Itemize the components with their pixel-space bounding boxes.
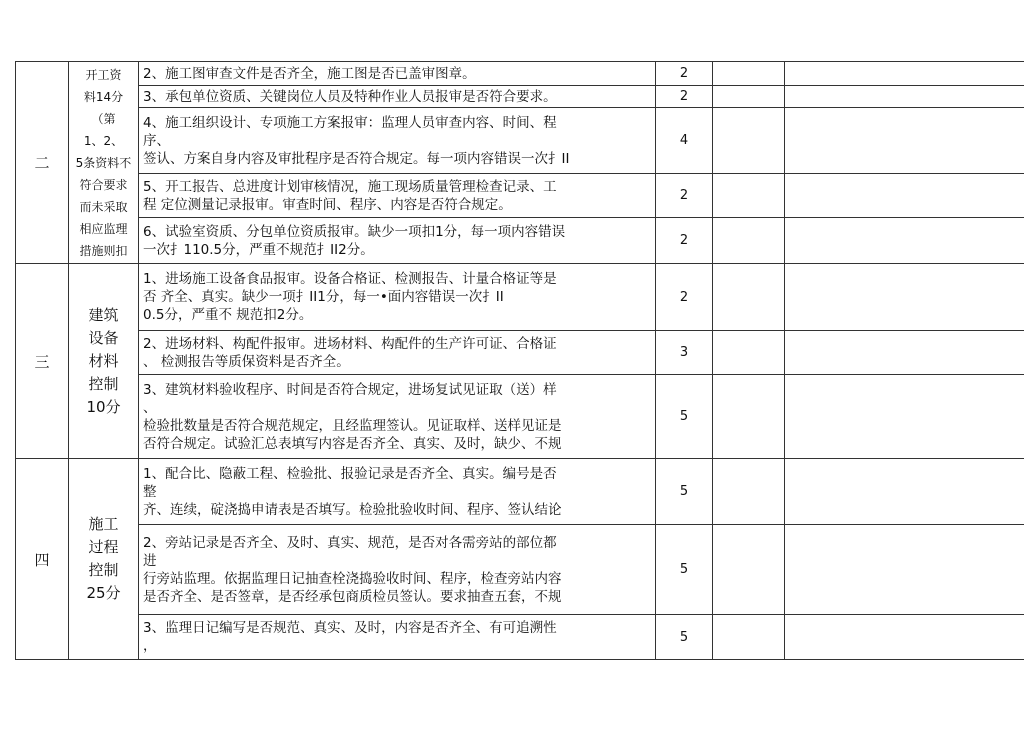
item-score: 2	[656, 86, 713, 108]
table-row	[16, 459, 1024, 525]
score-cell	[713, 525, 785, 615]
item-score: 5	[656, 615, 713, 660]
remarks-cell	[785, 331, 1024, 375]
item-line: 是否齐全、是否签章，是否经承包商质检员签认。要求抽查五套，不规	[143, 588, 562, 605]
item-text	[139, 264, 656, 331]
table-row	[16, 331, 1024, 375]
item-text	[139, 174, 656, 218]
item-line: 签认、方案自身内容及审批程序是否符合规定。每一项内容错误一次扌II	[143, 150, 570, 167]
section-number: 三	[16, 264, 69, 459]
category-line: 建筑	[88, 305, 119, 324]
item-score: 5	[656, 459, 713, 525]
remarks-cell	[785, 174, 1024, 218]
item-line: 检验批数量是否符合规范规定，且经监理签认。见证取样、送样见证是	[143, 417, 562, 434]
item-text	[139, 62, 656, 86]
remarks-cell	[785, 86, 1024, 108]
table-row	[16, 615, 1024, 660]
item-line: 行旁站监理。依据监理日记抽查栓浇捣验收时间、程序，检查旁站内容	[143, 570, 562, 587]
category-line: 25分	[86, 584, 121, 602]
remarks-cell	[785, 615, 1024, 660]
category-line: 1、2、	[83, 133, 124, 148]
remarks-cell	[785, 375, 1024, 459]
category-line: 料14分	[83, 89, 124, 104]
category-line: 施工	[88, 515, 119, 533]
score-cell	[713, 331, 785, 375]
item-line: 3、监理日记编写是否规范、真实、及时，内容是否齐全、有可追溯性	[143, 620, 557, 636]
item-text	[139, 108, 656, 174]
item-line: 2、旁站记录是否齐全、及时、真实、规范，是否对各需旁站的部位都	[143, 534, 557, 551]
item-line: 一次扌110.5分，严重不规范扌II2分。	[143, 241, 374, 258]
category-line: （第	[91, 111, 116, 126]
category-line: 而未采取	[79, 199, 128, 214]
score-cell	[713, 459, 785, 525]
item-line: 6、试验室资质、分包单位资质报审。缺少一项扣1分，每一项内容错误	[143, 223, 566, 240]
item-line: 1、配合比、隐蔽工程、检验批、报验记录是否齐全、真实。编号是否	[143, 465, 557, 482]
table-row	[16, 264, 1024, 331]
table-row	[16, 375, 1024, 459]
item-line: 0.5分，严重不 规范扣2分。	[143, 307, 313, 323]
remarks-cell	[785, 218, 1024, 264]
score-cell	[713, 108, 785, 174]
score-cell	[713, 218, 785, 264]
score-cell	[713, 62, 785, 86]
item-line: 进	[143, 552, 157, 569]
table-row	[16, 86, 1024, 108]
item-text	[139, 459, 656, 525]
category-line: 符合要求	[79, 177, 128, 192]
item-text	[139, 218, 656, 264]
item-text	[139, 615, 656, 660]
section-category	[69, 62, 139, 264]
item-text	[139, 375, 656, 459]
item-line: 齐、连续，碇浇捣申请表是否填写。检验批验收时间、程序、签认结论	[143, 501, 562, 518]
item-line: 3、建筑材料验收程序、时间是否符合规定，进场复试见证取（送）样	[143, 381, 557, 398]
category-line: 控制	[88, 374, 119, 393]
category-line: 措施则扣	[79, 243, 128, 258]
score-cell	[713, 375, 785, 459]
item-line: ，	[143, 638, 157, 654]
item-text	[139, 331, 656, 375]
item-line: 、	[143, 399, 157, 416]
item-score: 2	[656, 218, 713, 264]
category-line: 10分	[86, 397, 121, 416]
item-score: 3	[656, 331, 713, 375]
item-score: 2	[656, 264, 713, 331]
table-row	[16, 62, 1024, 86]
item-text	[139, 525, 656, 615]
category-line: 控制	[88, 561, 119, 579]
item-text	[139, 86, 656, 108]
table-row	[16, 174, 1024, 218]
item-line: 否 齐全、真实。缺少一项扌II1分，每一•面内容错误一次扌II	[143, 289, 504, 305]
remarks-cell	[785, 525, 1024, 615]
item-line: 、 检测报告等质保资料是否齐全。	[143, 353, 350, 370]
item-line: 5、开工报告、总进度计划审核情况，施工现场质量管理检查记录、工	[143, 178, 557, 195]
category-line: 相应监理	[79, 221, 128, 236]
item-line: 程 定位测量记录报审。审查时间、程序、内容是否符合规定。	[143, 196, 512, 213]
category-line: 过程	[88, 538, 119, 556]
table-row	[16, 218, 1024, 264]
score-cell	[713, 264, 785, 331]
remarks-cell	[785, 264, 1024, 331]
item-line: 3、承包单位资质、关键岗位人员及特种作业人员报审是否符合要求。	[143, 88, 557, 105]
item-line: 否符合规定。试验汇总表填写内容是否齐全、真实、及时，缺少、不规	[143, 435, 562, 452]
section-category	[69, 459, 139, 660]
item-score: 2	[656, 62, 713, 86]
section-number: 四	[16, 459, 69, 660]
category-line: 设备	[88, 328, 119, 347]
item-line: 2、进场材料、构配件报审。进场材料、构配件的生产许可证、合格证	[143, 335, 557, 352]
item-score: 5	[656, 525, 713, 615]
item-line: 1、进场施工设备食品报审。设备合格证、检测报告、计量合格证等是	[143, 271, 557, 287]
score-cell	[713, 174, 785, 218]
category-line: 材料	[88, 351, 119, 370]
table-row	[16, 108, 1024, 174]
table-row	[16, 525, 1024, 615]
evaluation-table	[15, 61, 1024, 660]
score-cell	[713, 615, 785, 660]
item-score: 4	[656, 108, 713, 174]
item-score: 2	[656, 174, 713, 218]
remarks-cell	[785, 108, 1024, 174]
item-line: 2、施工图审查文件是否齐全，施工图是否已盖审图章。	[143, 65, 476, 82]
item-line: 序、	[143, 132, 170, 149]
item-score: 5	[656, 375, 713, 459]
score-cell	[713, 86, 785, 108]
remarks-cell	[785, 459, 1024, 525]
item-line: 4、施工组织设计、专项施工方案报审：监理人员审查内容、时间、程	[143, 114, 557, 131]
category-line: 5条资料不	[75, 155, 132, 170]
section-number: 二	[16, 62, 69, 264]
remarks-cell	[785, 62, 1024, 86]
item-line: 整	[143, 483, 157, 500]
category-line: 开工资	[85, 67, 122, 82]
section-category	[69, 264, 139, 459]
